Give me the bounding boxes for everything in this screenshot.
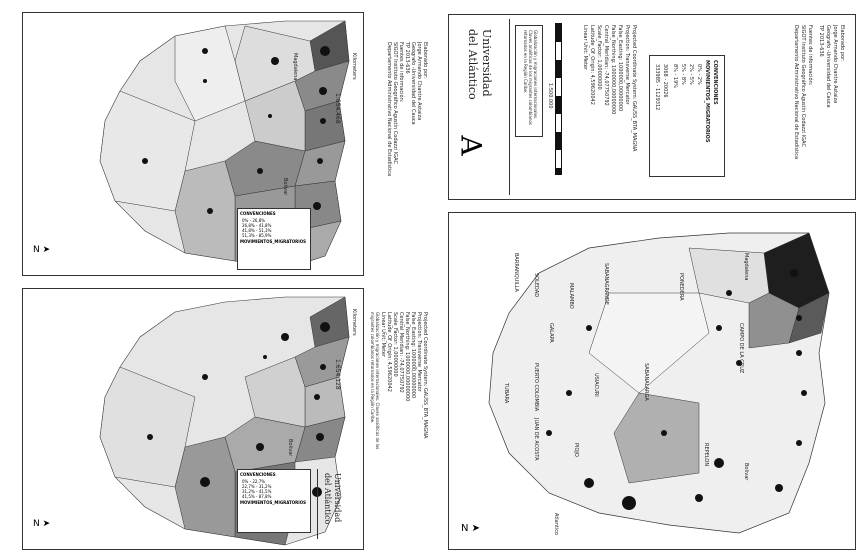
scale-text: 1:500.000 (547, 83, 553, 109)
municipality-label: PUERTO COLOMBIA (533, 363, 539, 412)
municipality-label: REPELON (703, 443, 709, 467)
coord-line: Projected Coordinate System: GAUSS_BTA_MAGNA (631, 25, 637, 152)
map-panel-bottom-left (22, 288, 364, 550)
legend-title: CONVENCIONES (240, 211, 276, 216)
credit-line: Jorge Armando Chantre Astaiza (832, 25, 838, 104)
credits-block (749, 25, 849, 195)
legend-class: 3068 - 20026 (662, 64, 668, 98)
credit-line: Elaborado por: (839, 25, 845, 62)
legend-item: 31,2% - 41,5% (242, 489, 272, 494)
north-arrow-icon: N ➤ (33, 245, 51, 255)
legend-item: 0% - 2% (696, 64, 702, 85)
coordinate-info-strip (364, 12, 434, 548)
legend-item: 51,3% - 85,9% (242, 233, 272, 238)
region-label-atlantico: Atlantico (553, 513, 559, 536)
coord-line: Scale_Factor: 1,00000000 (392, 312, 398, 377)
coord-line: Projection: Transverse_Mercator (416, 312, 422, 392)
coord-line: Projection: Transverse_Mercator (624, 25, 630, 105)
legend-item: 0% - 22,7% (242, 479, 266, 484)
legend-item: 22,7% - 31,2% (242, 484, 272, 489)
legend-subtitle: MOVIMIENTOS_MIGRATORIOS (240, 239, 307, 244)
municipality-label: CAMPO DE LA CRUZ (738, 323, 744, 374)
coord-line: Latitude_Of_Origin: 4,59620042 (386, 312, 392, 392)
coord-line: False_Easting: 1000000,00000000 (617, 25, 623, 112)
legend-title: CONVENCIONES (712, 60, 718, 105)
coord-line: False_Northing: 1000000,00000000 (404, 312, 410, 402)
municipality-label: TUBARA (503, 383, 509, 404)
scale-text: 1:654.128 (334, 359, 341, 390)
credit-line: Departamento Administrativo Nacional de Estadística (793, 25, 799, 160)
legend-item: 41,5% - 87,8% (242, 494, 272, 499)
municipality-label: PONEDERA (678, 273, 684, 301)
map-panel-top-left (22, 12, 364, 276)
municipality-label: MALAMBO (568, 283, 574, 309)
title-block (448, 14, 856, 200)
coord-block (573, 25, 643, 195)
university-logo (453, 19, 510, 195)
logo-mark-icon: A (454, 135, 488, 156)
legend-item: 2% - 5% (688, 64, 694, 85)
legend-item: 41,8% - 51,3% (242, 228, 272, 233)
credit-line: Fuentes de información: (398, 42, 404, 103)
logo-line2: del Atlántico (323, 473, 332, 525)
coord-line: Linear Unit: Meter (582, 25, 588, 71)
coord-line: Linear Unit: Meter (380, 312, 386, 358)
caption: Globalización y migraciones internacionales. Claves analíticas de los migrantes colombianos retornados en la Región Caribe. (370, 312, 380, 450)
legend-subtitle: MOVIMIENTOS_MIGRATORIOS (704, 60, 710, 143)
municipality-label: SOLEDAD (533, 273, 539, 298)
credit-line: Geógrafo -Universidad del Cauca (410, 42, 416, 125)
credit-line: Fuentes de información: (807, 25, 813, 86)
municipality-label: JUAN DE ACOSTA (533, 418, 539, 461)
scale-bar-fill (555, 23, 562, 175)
scale-unit: Kilometers (351, 309, 357, 336)
scale-text: 1:654.468 (334, 93, 341, 124)
logo-line2: del Atlántico (466, 29, 479, 100)
coord-line: Projected Coordinate System: GAUSS_BTA_MAGNA (422, 312, 428, 439)
legend-box (237, 208, 311, 270)
map-bottom-left (23, 289, 363, 549)
coord-line: Central_Meridian: -74,07750792 (603, 25, 609, 106)
credit-line: SIGOT Instituto Geográfico Agustín Codazzi IGAC (392, 42, 398, 164)
legend-subtitle: MOVIMIENTOS_MIGRATORIOS (240, 500, 307, 505)
legend-class: 333985 - 1129312 (654, 64, 660, 111)
map-top-left (23, 13, 363, 275)
credit-line: Elaborado por: (422, 42, 428, 79)
scale-bar (545, 23, 569, 183)
scale-unit: Kilometers (351, 53, 357, 80)
north-arrow-icon: N ➤ (461, 523, 481, 534)
caption: Globalización y migraciones internacionales. Claves analíticas de los migrantes colombianos retornados en la Región Caribe. (523, 30, 538, 125)
credit-line: Jorge Armando Chantre Astaiza (416, 42, 422, 121)
municipality-label: GALAPA (548, 323, 554, 343)
legend-box (649, 55, 725, 177)
credit-line: TP 2013-636 (404, 42, 410, 74)
coord-line: False_Easting: 1000000,00000000 (410, 312, 416, 399)
municipality-label: USIACURI (593, 373, 599, 397)
credit-line: Geógrafo -Universidad del Cauca (825, 25, 831, 108)
municipality-label: SABANALARGA (643, 363, 649, 401)
north-arrow-icon: N ➤ (33, 519, 51, 529)
region-label-bolivar: Bolivar (743, 463, 749, 481)
credit-line: SIGOT Instituto Geográfico Agustín Codazzi IGAC (800, 25, 806, 147)
coord-line: Latitude_Of_Origin: 4,59620042 (589, 25, 595, 105)
legend-box (237, 469, 311, 533)
municipality-label: BARRANQUILLA (513, 253, 519, 292)
coord-line: Scale_Factor: 1,00000000 (596, 25, 602, 90)
map-panel-main (448, 212, 856, 550)
caption-box (515, 25, 543, 137)
credit-line: Departamento Administrativo Nacional de Estadística (386, 42, 392, 177)
region-label-magdalena: Magdalena (743, 253, 749, 281)
legend-item: 0% - 26,8% (242, 218, 266, 223)
credit-line: TP 2013-636 (818, 25, 824, 57)
legend-item: 5% - 8% (680, 64, 686, 85)
map-main (449, 213, 855, 549)
region-label-bolivar: Bolivar (282, 178, 288, 196)
municipality-label: SABANAGRANDE (603, 263, 609, 305)
legend-item: 8% - 19% (672, 64, 678, 89)
coord-line: False_Northing: 1000000,00000000 (610, 25, 616, 115)
legend-title: CONVENCIONES (240, 472, 276, 477)
logo-line1: Universidad (480, 29, 493, 97)
logo-line1: Universidad (333, 473, 342, 523)
legend-item: 26,8% - 41,8% (242, 223, 272, 228)
municipality-label: PIOJO (573, 443, 579, 457)
region-label-magdalena: Magdalena (292, 53, 298, 81)
coord-line: Central_Meridian: -74,07750792 (398, 312, 404, 393)
region-label-bolivar: Bolivar (287, 439, 293, 457)
university-logo (317, 469, 358, 539)
